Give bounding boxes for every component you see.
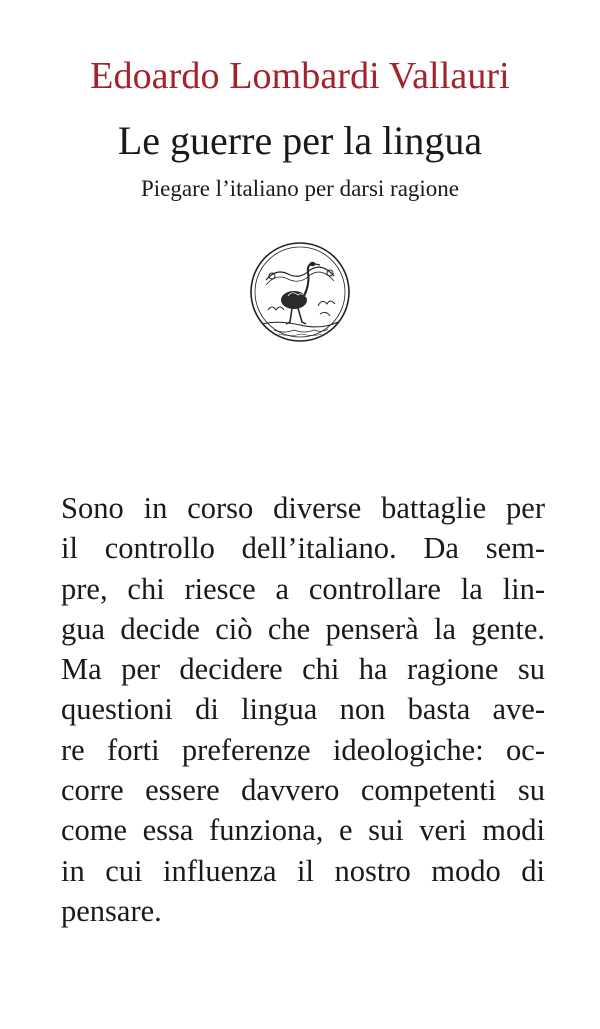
blurb-line: corre essere davvero competenti su	[61, 773, 545, 808]
blurb-text	[61, 488, 545, 931]
blurb-line: il controllo dell’italiano. Da sem-	[61, 531, 545, 566]
blurb-line: questioni di lingua non basta ave-	[61, 692, 545, 727]
blurb-line: Sono in corso diverse battaglie per	[61, 491, 545, 525]
blurb-line: pensare.	[61, 893, 162, 928]
blurb-line: in cui influenza il nostro modo di	[61, 853, 545, 888]
author-name: Edoardo Lombardi Vallauri	[90, 55, 510, 97]
blurb-line: gua decide ciò che penserà la gente.	[61, 611, 545, 646]
book-subtitle: Piegare l’italiano per darsi ragione	[140, 176, 460, 201]
ostrich-seal-icon	[248, 240, 352, 344]
blurb-line: come essa funziona, e sui veri modi	[61, 813, 545, 848]
blurb-line: re forti preferenze ideologiche: oc-	[61, 732, 545, 767]
blurb-line: pre, chi riesce a controllare la lin-	[61, 571, 545, 606]
blurb-line: Ma per decidere chi ha ragione su	[61, 652, 545, 687]
book-title: Le guerre per la lingua	[117, 118, 483, 163]
